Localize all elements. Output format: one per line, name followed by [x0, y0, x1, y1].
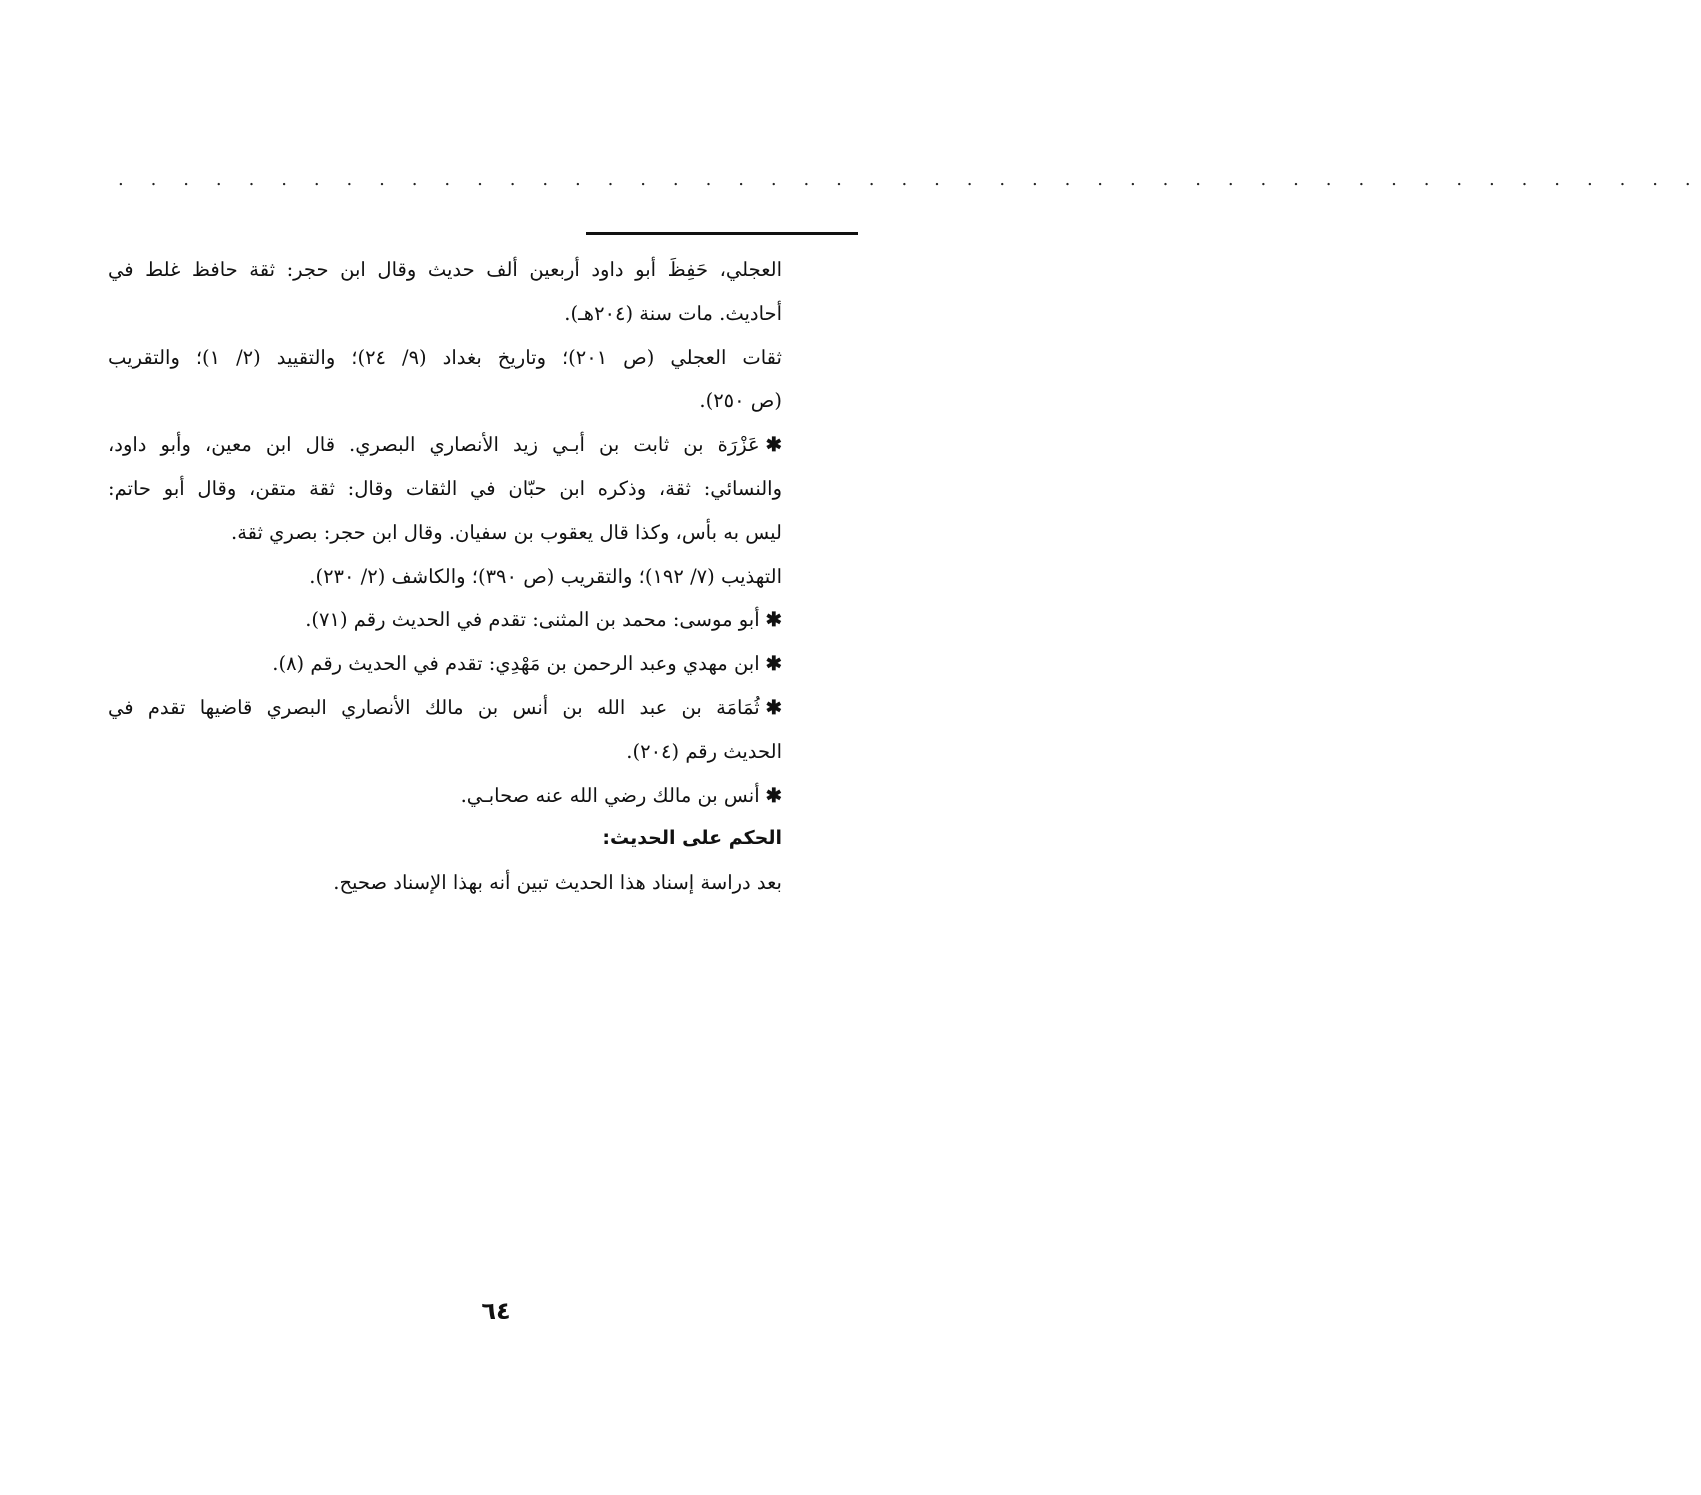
page-number: ٦٤: [481, 1297, 511, 1325]
text-line: ثُمَامَة بن عبد الله بن أنس بن مالك الأنصاري البصري قاضيها تقدم في: [108, 695, 760, 719]
text-line: ابن مهدي وعبد الرحمن بن مَهْدِي: تقدم في الحديث رقم (٨).: [272, 652, 760, 676]
footnote-text: [108, 248, 782, 905]
bullet-icon: ✱: [765, 433, 782, 457]
bullet-entry: [108, 686, 782, 730]
bullet-icon: ✱: [765, 652, 782, 676]
bullet-icon: ✱: [765, 608, 782, 632]
text-line: العجلي، حَفِظَ أبو داود أربعين ألف حديث وقال ابن حجر: ثقة حافظ غلط في: [108, 258, 782, 281]
section-heading: الحكم على الحديث:: [602, 827, 782, 850]
text-line: أحاديث. مات سنة (٢٠٤هـ).: [564, 301, 782, 325]
bullet-icon: ✱: [765, 783, 782, 807]
text-line: والنسائي: ثقة، وذكره ابن حبّان في الثقات وقال: ثقة متقن، وقال أبو حاتم:: [108, 476, 782, 500]
bullet-entry: [108, 598, 782, 642]
conclusion-text: بعد دراسة إسناد هذا الحديث تبين أنه بهذا الإسناد صحيح.: [333, 871, 782, 895]
text-line: التهذيب (٧/ ١٩٢)؛ والتقريب (ص ٣٩٠)؛ والكاشف (٢/ ٢٣٠).: [309, 564, 782, 588]
text-line: أنس بن مالك رضي الله عنه صحابـي.: [460, 783, 760, 807]
footnote-separator: [586, 232, 858, 235]
bullet-icon: ✱: [765, 695, 782, 719]
dotted-rule: . . . . . . . . . . . . . . . . . . . . . . . . . . . . . . . . . . . . . . . . . . . . . . . . .: [118, 169, 1701, 190]
text-line: أبو موسى: محمد بن المثنى: تقدم في الحديث رقم (٧١).: [305, 608, 760, 632]
bullet-entry: [108, 774, 782, 818]
bullet-entry: [108, 423, 782, 467]
text-line: الحديث رقم (٢٠٤).: [626, 739, 782, 763]
bullet-entry: [108, 642, 782, 686]
text-line: ثقات العجلي (ص ٢٠١)؛ وتاريخ بغداد (٩/ ٢٤)؛ والتقييد (٢/ ١)؛ والتقريب: [108, 345, 782, 369]
text-line: ليس به بأس، وكذا قال يعقوب بن سفيان. وقال ابن حجر: بصري ثقة.: [231, 520, 782, 544]
text-line: (ص ٢٥٠).: [699, 389, 782, 413]
text-line: عَزْرَة بن ثابت بن أبـي زيد الأنصاري البصري. قال ابن معين، وأبو داود،: [108, 433, 760, 457]
